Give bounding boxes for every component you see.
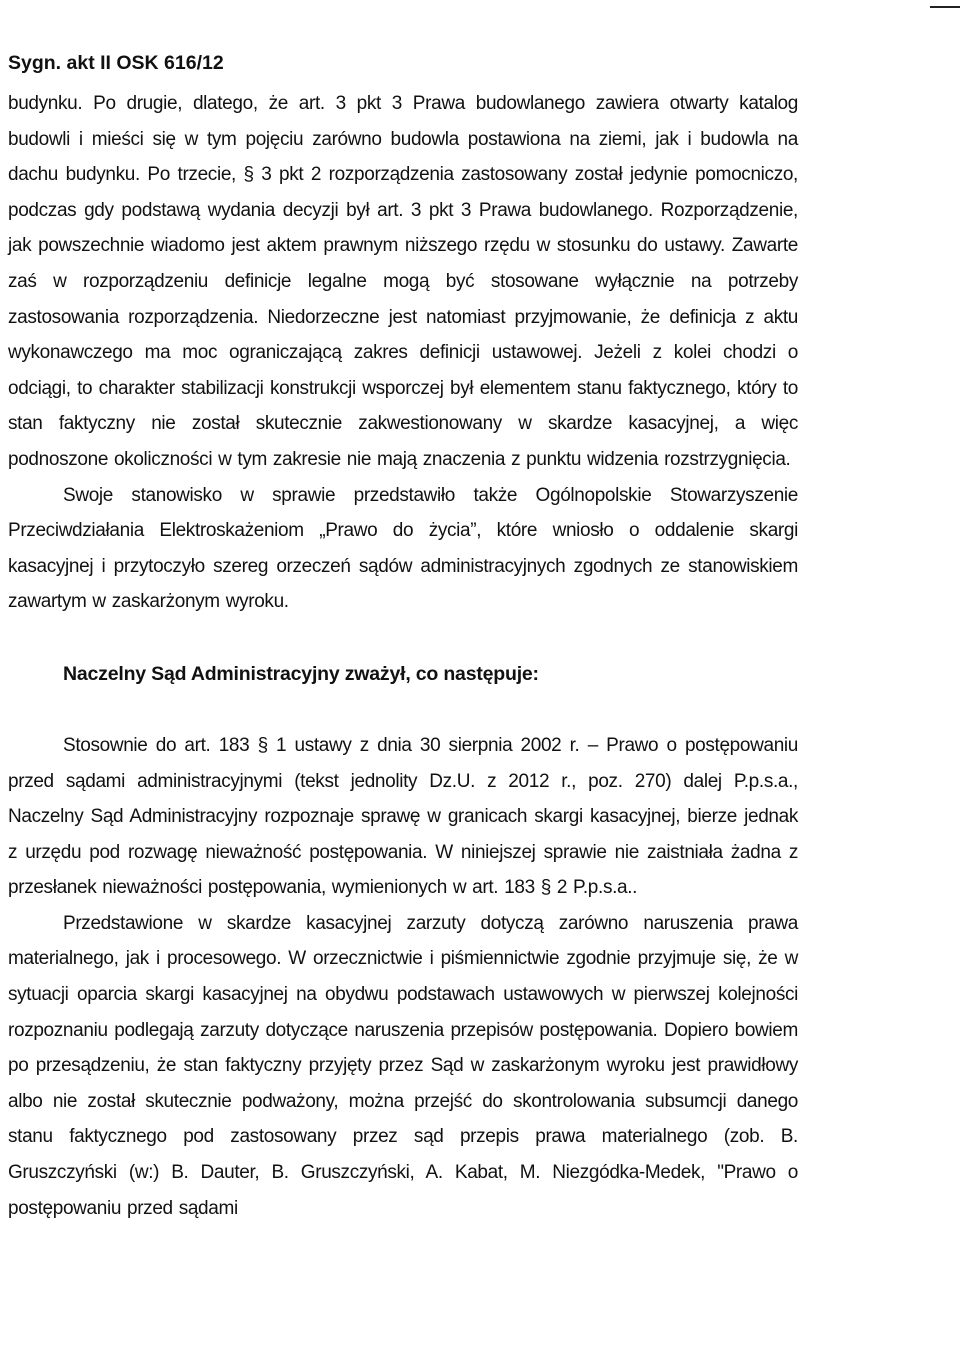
paragraph-association-position: Swoje stanowisko w sprawie przedstawiło także Ogólnopolskie Stowarzyszenie Przeciwdziałania Elektroskażeniom „Prawo do życia”, które wniosło o oddalenie skargi kasacyjnej i przytoczyło szereg orzeczeń sądów administracyjnych zgodnych ze stanowiskiem zawartym w zaskarżonym wyroku. bbox=[8, 484, 798, 613]
case-signature: Sygn. akt II OSK 616/12 bbox=[8, 52, 224, 74]
paragraph-continued: budynku. Po drugie, dlatego, że art. 3 pkt 3 Prawa budowlanego zawiera otwarty katalog budowli i mieści się w tym pojęciu zarówno budowla postawiona na ziemi, jak i budowla na dachu budynku. Po trzecie, § 3 pkt 2 rozporządzenia zastosowany został jedynie pomocniczo, podczas gdy podstawą wydania decyzji był art. 3 pkt 3 Prawa budowlanego. Rozporządzenie, jak powszechnie wiadomo jest aktem prawnym niższego rzędu w stosunku do ustawy. Zawarte zaś w rozporządzeniu definicje legalne mogą być stosowane wyłącznie na potrzeby zastosowania rozporządzenia. Niedorzeczne jest natomiast przyjmowanie, że definicja z aktu wykonawczego ma moc ograniczającą zakres definicji ustawowej. Jeżeli z kolei chodzi o odciągi, to charakter stabilizacji konstrukcji wsporczej był elementem stanu faktycznego, który to stan faktyczny nie został skutecznie zakwestionowany w skardze kasacyjnej, a więc podnoszone okoliczności w tym zakresie nie mają znaczenia z punktu widzenia rozstrzygnięcia. bbox=[8, 93, 798, 470]
document-body bbox=[8, 86, 798, 1226]
paragraph-cassation-charges: Przedstawione w skardze kasacyjnej zarzuty dotyczą zarówno naruszenia prawa materialnego, jak i procesowego. W orzecznictwie i piśmiennictwie zgodnie przyjmuje się, że w sytuacji oparcia skargi kasacyjnej na obydwu podstawach ustawowych w pierwszej kolejności rozpoznaniu podlegają zarzuty dotyczące naruszenia przepisów postępowania. Dopiero bowiem po przesądzeniu, że stan faktyczny przyjęty przez Sąd w zaskarżonym wyroku jest prawidłowy albo nie został skutecznie podważony, można przejść do skontrolowania subsumcji danego stanu faktycznego pod zastosowany przez sąd przepis prawa materialnego (zob. B. Gruszczyński (w:) B. Dauter, B. Gruszczyński, A. Kabat, M. Niezgódka-Medek, "Prawo o postępowaniu przed sądami bbox=[8, 912, 798, 1219]
paragraph-legal-basis: Stosownie do art. 183 § 1 ustawy z dnia 30 sierpnia 2002 r. – Prawo o postępowaniu przed sądami administracyjnymi (tekst jednolity Dz.U. z 2012 r., poz. 270) dalej P.p.s.a., Naczelny Sąd Administracyjny rozpoznaje sprawę w granicach skargi kasacyjnej, bierze jednak z urzędu pod rozwagę nieważność postępowania. W niniejszej sprawie nie zaistniała żadna z przesłanek nieważności postępowania, wymienionych w art. 183 § 2 P.p.s.a.. bbox=[8, 734, 798, 899]
top-edge-line bbox=[930, 6, 960, 8]
section-heading: Naczelny Sąd Administracyjny zważył, co następuje: bbox=[63, 662, 539, 685]
